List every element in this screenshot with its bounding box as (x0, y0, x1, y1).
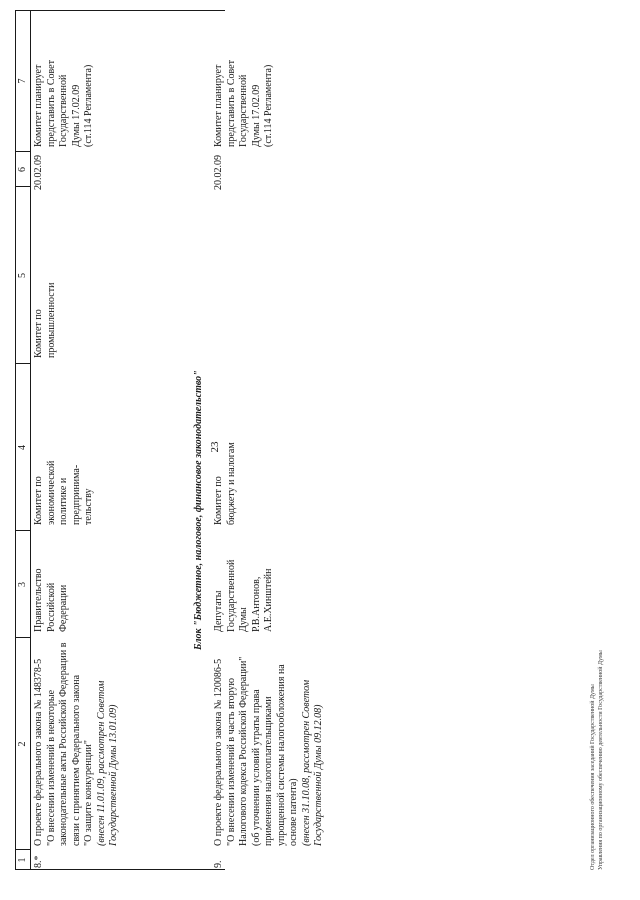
committee-line: тельству (83, 488, 94, 525)
comment-line: представить в Совет (45, 60, 57, 147)
bill-note-line: (внесен 31.10.08, рассмотрен Советом (300, 679, 312, 846)
table-right-border (15, 10, 225, 11)
committee-line: предпринима- (70, 464, 82, 525)
committee-line: экономической (45, 460, 57, 525)
bill-title (213, 636, 326, 846)
initiator-line: Государственной (225, 559, 237, 632)
bill-note-line: Государственной Думы 09.12.08) (313, 704, 324, 846)
comment-line: (ст.114 Регламента) (263, 64, 274, 147)
co-executor (33, 208, 58, 358)
comment-line: Государственной (58, 74, 69, 147)
co-executor-line: промышленности (45, 282, 57, 358)
bill-note-line: Государственной Думы 13.01.09) (108, 704, 119, 846)
bill-title-line: Налогового кодекса Российской Федерации" (238, 656, 249, 846)
planned-date: 20.02.09 (33, 155, 44, 190)
co-executor-line: Комитет по (33, 309, 44, 358)
committee-line: Комитет по (33, 476, 44, 525)
bill-note-line: (внесен 11.01.09, рассмотрен Советом (95, 680, 107, 846)
header-col-1: 1 (17, 857, 28, 863)
initiator-line: Думы (238, 607, 249, 632)
page-number: 23 (209, 441, 221, 453)
responsible-committee (213, 395, 238, 525)
block-title: Блок "Бюджетное, налоговое, финансовое законодательство" (193, 370, 204, 650)
comment (33, 17, 96, 147)
initiator-line: Федерации (58, 584, 69, 632)
initiator-line: А.Е.Хинштейн (263, 568, 274, 632)
bill-title-line: О проекте федерального закона № 148378-5 (33, 658, 44, 846)
initiator-line: Р.В.Антонов, (250, 576, 262, 632)
bill-title-line: "О внесении изменений в часть вторую (225, 678, 237, 846)
rotated-page-content (15, 10, 625, 890)
footer-line: Отдел организационного обеспечения заседаний Государственной Думы (590, 684, 596, 870)
header-col-4: 4 (17, 445, 28, 450)
bill-title-line: "О защите конкуренции" (83, 740, 94, 846)
responsible-committee (33, 395, 96, 525)
comment-line: Комитет планирует (33, 64, 44, 147)
comment-line: Думы 17.02.09 (250, 84, 262, 147)
bill-title-line: упрощенной системы налогообложения на (275, 664, 287, 846)
header-col-7: 7 (17, 78, 28, 84)
header-col-3: 3 (17, 582, 28, 587)
committee-line: бюджету и налогам (225, 442, 237, 525)
initiator (213, 532, 276, 632)
footer-line: Управления по организационному обеспечению деятельности Государственной Думы (598, 650, 604, 870)
comment-line: Думы 17.02.09 (70, 84, 82, 147)
initiator-line: Российской (45, 582, 57, 632)
bill-title-line: основе патента) (288, 778, 299, 846)
bill-title-line: "О внесении изменений в некоторые (45, 689, 57, 846)
committee-line: Комитет по (213, 476, 224, 525)
comment-line: представить в Совет (225, 60, 237, 147)
bill-title-line: применения налогоплательщиками (263, 696, 274, 846)
comment (213, 17, 276, 147)
comment-line: Государственной (238, 74, 249, 147)
initiator-line: Правительство (33, 568, 44, 632)
header-col-6: 6 (17, 167, 28, 172)
header-col-2: 2 (17, 741, 28, 747)
comment-line: Комитет планирует (213, 64, 224, 147)
row-number: 9. (213, 860, 224, 868)
committee-line: политике и (58, 477, 69, 525)
bill-title (33, 636, 121, 846)
bill-title-line: (об уточнении условий утраты права (250, 689, 262, 846)
comment-line: (ст.114 Регламента) (83, 64, 94, 147)
page-footer (589, 270, 605, 870)
bill-title-line: связи с принятием Федерального закона (70, 674, 82, 846)
table-left-border (15, 869, 225, 870)
bill-title-line: О проекте федерального закона № 120086-5 (213, 658, 224, 846)
row-number: 8.* (33, 855, 44, 868)
initiator-line: Депутаты (213, 590, 224, 632)
header-col-5: 5 (17, 273, 28, 278)
planned-date: 20.02.09 (213, 155, 224, 190)
table-header-row (15, 10, 31, 870)
bill-title-line: законодательные акты Российской Федерации в (58, 642, 69, 846)
initiator (33, 532, 71, 632)
